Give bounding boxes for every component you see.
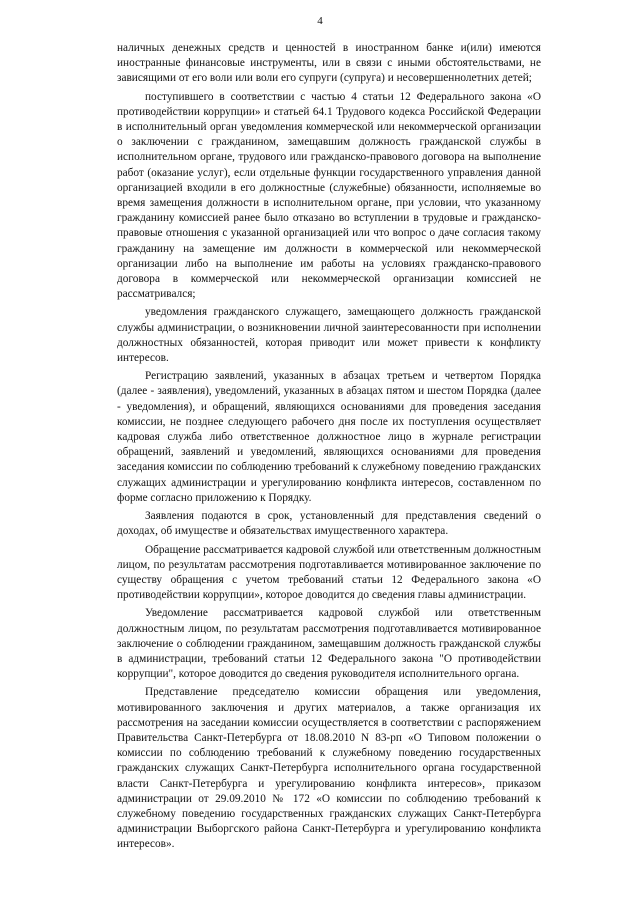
paragraph-registration: Регистрацию заявлений, указанных в абзацах третьем и четвертом Порядка (далее - заявления), уведомлений, указанных в абзацах пятом и шестом Порядка (далее - уведомления), и обращений, являющихся основаниями для проведения заседания комиссии, не позднее следующего рабочего дня после их поступления осуществляет кадровая служба либо ответственное должностное лицо в журнале регистрации обращений, заявлений и уведомлений, являющихся основаниями для проведения заседания комиссии по соблюдению требований к служебному поведению гражданских служащих администрации и урегулированию конфликта интересов, составленном по форме согласно приложению к Порядку. [117, 370, 541, 504]
paragraph-commission-submission: Представление председателю комиссии обращения или уведомления, мотивированного заключения и других материалов, а также организация их рассмотрения на заседании комиссии осуществляется в соответствии с распоряжением Правительства Санкт-Петербурга от 18.08.2010 N 83-рп «О Типовом положении о комиссии по соблюдению требований к служебному поведению государственных гражданских служащих Санкт-Петербурга исполнительного органа государственной власти Санкт-Петербурга и урегулированию конфликта интересов», приказом администрации от 29.09.2010 № 172 «О комиссии по соблюдению требований к служебному поведению государственных гражданских служащих Санкт-Петербурга администрации Выборгского района Санкт-Петербурга и урегулированию конфликта интересов». [117, 686, 541, 851]
paragraph-notice-review: Уведомление рассматривается кадровой службой или ответственным должностным лицом, по результатам рассмотрения подготавливается мотивированное заключение о соблюдении гражданином, замещавшим должность гражданской службы в администрации, требований статьи 12 Федерального закона "О противодействии коррупции", которое доводится до сведения руководителя исполнительного органа. [117, 607, 541, 681]
page-number: 4 [317, 15, 323, 27]
paragraph-organization-notice: поступившего в соответствии с частью 4 статьи 12 Федерального закона «О противодействии коррупции» и статьей 64.1 Трудового кодекса Российской Федерации в исполнительный орган уведомления коммерческой или некоммерческой организации о заключении с гражданином, замещавшим должность гражданской службы в исполнительном органе, трудового или гражданско-правового договора на выполнение работ (оказание услуг), если отдельные функции государственного управления данной организацией входили в его должностные (служебные) обязанности, исполняемые во время замещения должности в исполнительном органе, при условии, что указанному гражданину комиссией ранее было отказано во вступлении в трудовые и гражданско-правовые отношения с указанной организацией или что вопрос о даче согласия такому гражданину на замещение им должности в коммерческой или некоммерческой организации либо на выполнение им работы на условиях гражданско-правового договора в коммерческой или некоммерческой организации комиссией не рассматривался; [117, 90, 541, 301]
paragraph-conflict-notice: уведомления гражданского служащего, замещающего должность гражданской службы администрации, о возникновении личной заинтересованности при исполнении должностных обязанностей, которая приводит или может привести к конфликту интересов. [117, 306, 541, 365]
paragraph-filing-deadline: Заявления подаются в срок, установленный для представления сведений о доходах, об имуществе и обязательствах имущественного характера. [117, 510, 541, 538]
paragraph-appeal-review: Обращение рассматривается кадровой службой или ответственным должностным лицом, по результатам рассмотрения подготавливается мотивированное заключение по существу обращения с учетом требований статьи 12 Федерального закона «О противодействии коррупции», которое доводится до сведения главы администрации. [117, 543, 541, 602]
paragraph-foreign-assets-continuation: наличных денежных средств и ценностей в иностранном банке и(или) имеются иностранные финансовые инструменты, или в связи с иными обстоятельствами, не зависящими от его воли или воли его супруги (супруга) и несовершеннолетних детей; [117, 42, 541, 85]
document-body [117, 41, 541, 856]
